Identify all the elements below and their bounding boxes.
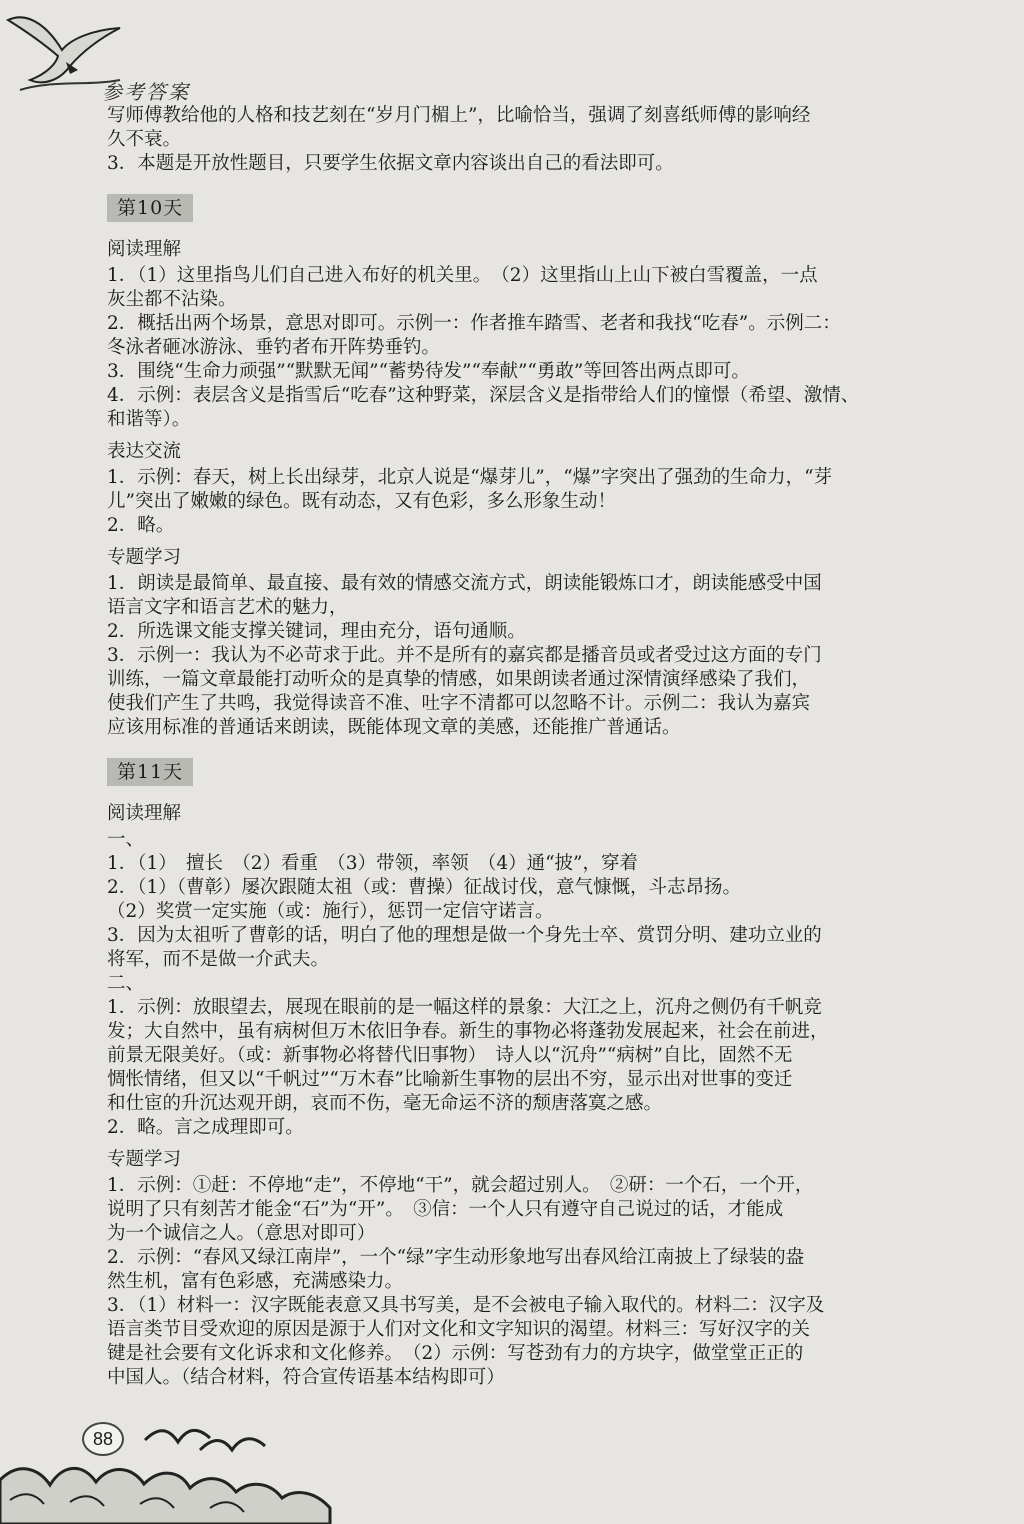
day11-topic-lines [107,1174,967,1390]
text-line: 1．（1） 擅长 （2）看重 （3）带领，率领 （4）通“披”，穿着 [107,853,639,874]
wave-decoration-icon [0,1440,420,1524]
text-line: 写师傅教给他的人格和技艺刻在“岁月门楣上”，比喻恰当，强调了刻喜纸师傅的影响经 [107,105,811,126]
text-line: 3．围绕“生命力顽强”“默默无闻”“蓄势待发”“奉献”“勇敢”等回答出两点即可。 [107,361,750,382]
text-line: 为一个诚信之人。（意思对即可） [107,1223,376,1244]
text-line: 语言类节目受欢迎的原因是源于人们对文化和文字知识的渴望。材料三：写好汉字的关 [107,1319,811,1340]
text-line: 说明了只有刻苦才能金“石”为“开”。 ③信：一个人只有遵守自己说过的话，才能成 [107,1199,784,1220]
text-line: 2．（1）（曹彰）屡次跟随太祖（或：曹操）征战讨伐，意气慷慨，斗志昂扬。 [107,877,742,898]
text-line: 键是社会要有文化诉求和文化修养。 （2）示例：写苍劲有力的方块字，做堂堂正正的 [107,1343,804,1364]
day-11-label: 第11天 [107,758,193,786]
text-line: 3．（1）材料一：汉字既能表意又具书写美，是不会被电子输入取代的。材料二：汉字及 [107,1295,825,1316]
day10-reading-heading: 阅读理解 [107,239,182,260]
text-line: 中国人。（结合材料，符合宣传语基本结构即可） [107,1367,505,1388]
day-10-label: 第10天 [107,194,193,222]
part-two-marker: 二、 [107,973,145,994]
day10-topic-lines [107,572,967,740]
text-line: 冬泳者砸冰游泳、垂钓者布开阵势垂钓。 [107,337,441,358]
text-line: 然生机，富有色彩感，充满感染力。 [107,1271,404,1292]
day11-reading-heading: 阅读理解 [107,803,182,824]
day11-part1-lines [107,852,967,972]
text-line: 训练，一篇文章最能打动听众的是真挚的情感，如果朗读者通过深情演绎感染了我们， [107,669,811,690]
part-one-marker: 一、 [107,829,145,850]
text-line: 将军，而不是做一介武夫。 [107,949,330,970]
text-line: 3．因为太祖听了曹彰的话，明白了他的理想是做一个身先士卒、赏罚分明、建功立业的 [107,925,822,946]
text-line: 2．所选课文能支撑关键词，理由充分，语句通顺。 [107,621,526,642]
day10-reading-lines [107,264,967,432]
text-line: 4．示例：表层含义是指雪后“吃春”这种野菜，深层含义是指带给人们的憧憬（希望、激情、 [107,385,860,406]
text-line: 应该用标准的普通话来朗读，既能体现文章的美感，还能推广普通话。 [107,717,681,738]
text-line: 惆怅情绪，但又以“千帆过”“万木春”比喻新生事物的层出不穷，显示出对世事的变迁 [107,1069,793,1090]
text-line: 儿”突出了嫩嫩的绿色。既有动态，又有色彩，多么形象生动！ [107,491,616,512]
text-line: 1．示例：①赶：不停地“走”，不停地“干”，就会超过别人。 ②研：一个石，一个开， [107,1175,814,1196]
page-number: 88 [82,1422,124,1456]
content-area [107,104,967,1390]
text-line: 使我们产生了共鸣，我觉得读音不准、吐字不清都可以忽略不计。示例二：我认为嘉宾 [107,693,811,714]
text-line: 1．朗读是最简单、最直接、最有效的情感交流方式，朗读能锻炼口才，朗读能感受中国 [107,573,822,594]
text-line: 3．示例一：我认为不必苛求于此。并不是所有的嘉宾都是播音员或者受过这方面的专门 [107,645,822,666]
text-line: 2．示例：“春风又绿江南岸”，一个“绿”字生动形象地写出春风给江南披上了绿装的盎 [107,1247,805,1268]
text-line: 2．概括出两个场景，意思对即可。示例一：作者推车踏雪、老者和我找“吃春”。示例二： [107,313,841,334]
text-line: 久不衰。 [107,129,182,150]
text-line: 1．（1）这里指鸟儿们自己进入布好的机关里。 （2）这里指山上山下被白雪覆盖，一点 [107,265,818,286]
day10-topic-heading: 专题学习 [107,547,182,568]
day10-expression-heading: 表达交流 [107,441,182,462]
text-line: 语言文字和语言艺术的魅力， [107,597,348,618]
text-line: 和仕宦的升沉达观开朗，哀而不伤，毫无命运不济的颓唐落寞之感。 [107,1093,663,1114]
text-line: 1．示例：放眼望去，展现在眼前的是一幅这样的景象：大江之上，沉舟之侧仍有千帆竞 [107,997,822,1018]
text-line: 前景无限美好。（或：新事物必将替代旧事物） 诗人以“沉舟”“病树”自比，固然不无 [107,1045,793,1066]
text-line: （2）奖赏一定实施（或：施行），惩罚一定信守诺言。 [107,901,554,922]
text-line: 2．略。言之成理即可。 [107,1117,304,1138]
intro-block [107,104,967,176]
text-line: 2．略。 [107,515,175,536]
day11-part2-lines [107,996,967,1140]
text-line: 3．本题是开放性题目，只要学生依据文章内容谈出自己的看法即可。 [107,153,674,174]
text-line: 灰尘都不沾染。 [107,289,237,310]
day11-topic-heading: 专题学习 [107,1149,182,1170]
header-title: 参考答案 [102,80,190,104]
text-line: 发；大自然中，虽有病树但万木依旧争春。新生的事物必将蓬勃发展起来，社会在前进， [107,1021,829,1042]
text-line: 和谐等）。 [107,409,191,430]
day10-expression-lines [107,466,967,538]
text-line: 1．示例：春天，树上长出绿芽，北京人说是“爆芽儿”，“爆”字突出了强劲的生命力，“芽 [107,467,833,488]
